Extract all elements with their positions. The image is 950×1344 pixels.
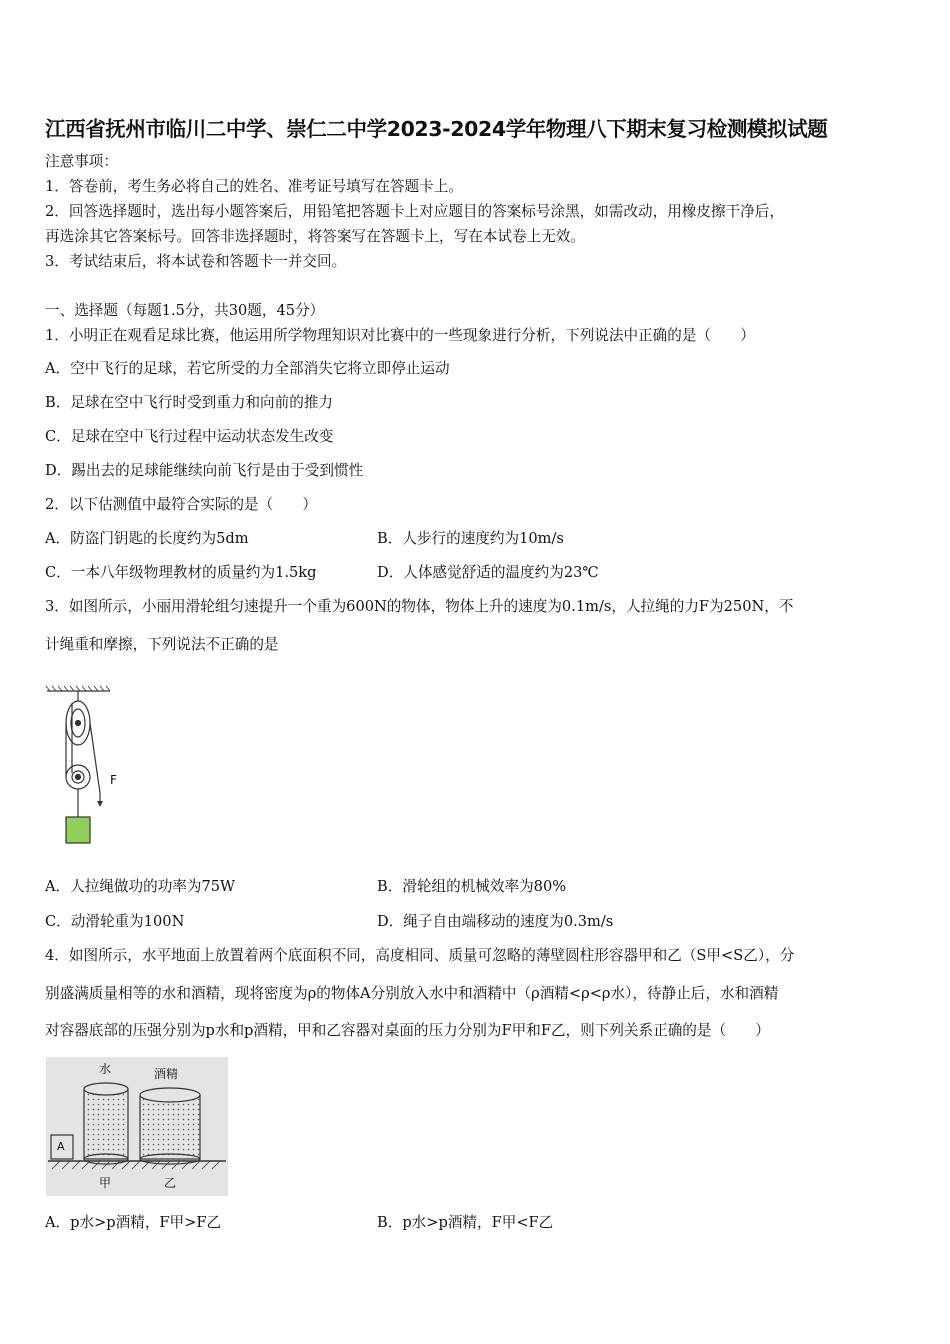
- q3-option-b: B．滑轮组的机械效率为80%: [377, 878, 567, 895]
- q2-option-d: D．人体感觉舒适的温度约为23℃: [377, 564, 599, 581]
- q1-option-d: D．踢出去的足球能继续向前飞行是由于受到惯性: [45, 462, 364, 479]
- question-1-stem: 1．小明正在观看足球比赛，他运用所学物理知识对比赛中的一些现象进行分析，下列说法中正确的是（ ）: [45, 327, 755, 344]
- q2-option-c: C．一本八年级物理教材的质量约为1.5kg: [45, 564, 317, 581]
- question-3-stem-cont: 计绳重和摩擦，下列说法不正确的是: [45, 636, 279, 653]
- section-heading: 一、选择题（每题1.5分，共30题，45分）: [45, 302, 325, 319]
- q4-option-b: B．p水>p酒精，F甲<F乙: [377, 1214, 554, 1231]
- q3-option-a: A．人拉绳做功的功率为75W: [45, 878, 236, 895]
- pulley-figure: [42, 685, 132, 850]
- question-4-stem-cont: 别盛满质量相等的水和酒精，现将密度为ρ的物体A分别放入水中和酒精中（ρ酒精<ρ<ρ水），待静止后，水和酒精: [45, 985, 779, 1002]
- q3-option-d: D．绳子自由端移动的速度为0.3m/s: [377, 913, 614, 930]
- notice-heading: 注意事项：: [45, 153, 118, 170]
- page-title: 江西省抚州市临川二中学、崇仁二中学2023-2024学年物理八下期末复习检测模拟试题: [45, 117, 828, 141]
- question-2-stem: 2．以下估测值中最符合实际的是（ ）: [45, 496, 317, 513]
- q2-option-b: B．人步行的速度约为10m/s: [377, 530, 564, 547]
- label-jia: 甲: [99, 1176, 112, 1190]
- notice-item: 再选涂其它答案标号。回答非选择题时，将答案写在答题卡上，写在本试卷上无效。: [45, 228, 585, 245]
- notice-item: 3．考试结束后，将本试卷和答题卡一并交回。: [45, 253, 347, 270]
- notice-item: 1．答卷前，考生务必将自己的姓名、准考证号填写在答题卡上。: [45, 178, 463, 195]
- q4-option-a: A．p水>p酒精，F甲>F乙: [45, 1214, 222, 1231]
- question-4-stem: 4．如图所示，水平地面上放置着两个底面积不同，高度相同、质量可忽略的薄壁圆柱形容器甲和乙（S甲<S乙），分: [45, 947, 795, 964]
- q1-option-c: C．足球在空中飞行过程中运动状态发生改变: [45, 428, 334, 445]
- label-water: 水: [99, 1062, 112, 1076]
- label-alcohol: 酒精: [154, 1067, 179, 1081]
- label-block-a: A: [57, 1140, 65, 1153]
- label-yi: 乙: [164, 1176, 177, 1190]
- force-label: F: [110, 773, 117, 787]
- q3-option-c: C．动滑轮重为100N: [45, 913, 185, 930]
- question-3-stem: 3．如图所示，小丽用滑轮组匀速提升一个重为600N的物体，物体上升的速度为0.1m/s，人拉绳的力F为250N，不: [45, 598, 794, 615]
- q2-option-a: A．防盗门钥匙的长度约为5dm: [45, 530, 249, 547]
- notice-item: 2．回答选择题时，选出每小题答案后，用铅笔把答题卡上对应题目的答案标号涂黑，如需改动，用橡皮擦干净后，: [45, 203, 784, 220]
- q1-option-a: A．空中飞行的足球，若它所受的力全部消失它将立即停止运动: [45, 360, 450, 377]
- containers-drawing: [46, 1057, 228, 1196]
- question-4-stem-cont: 对容器底部的压强分别为p水和p酒精，甲和乙容器对桌面的压力分别为F甲和F乙，则下列关系正确的是（ ）: [45, 1022, 770, 1039]
- containers-figure: [46, 1057, 228, 1196]
- q1-option-b: B．足球在空中飞行时受到重力和向前的推力: [45, 394, 334, 411]
